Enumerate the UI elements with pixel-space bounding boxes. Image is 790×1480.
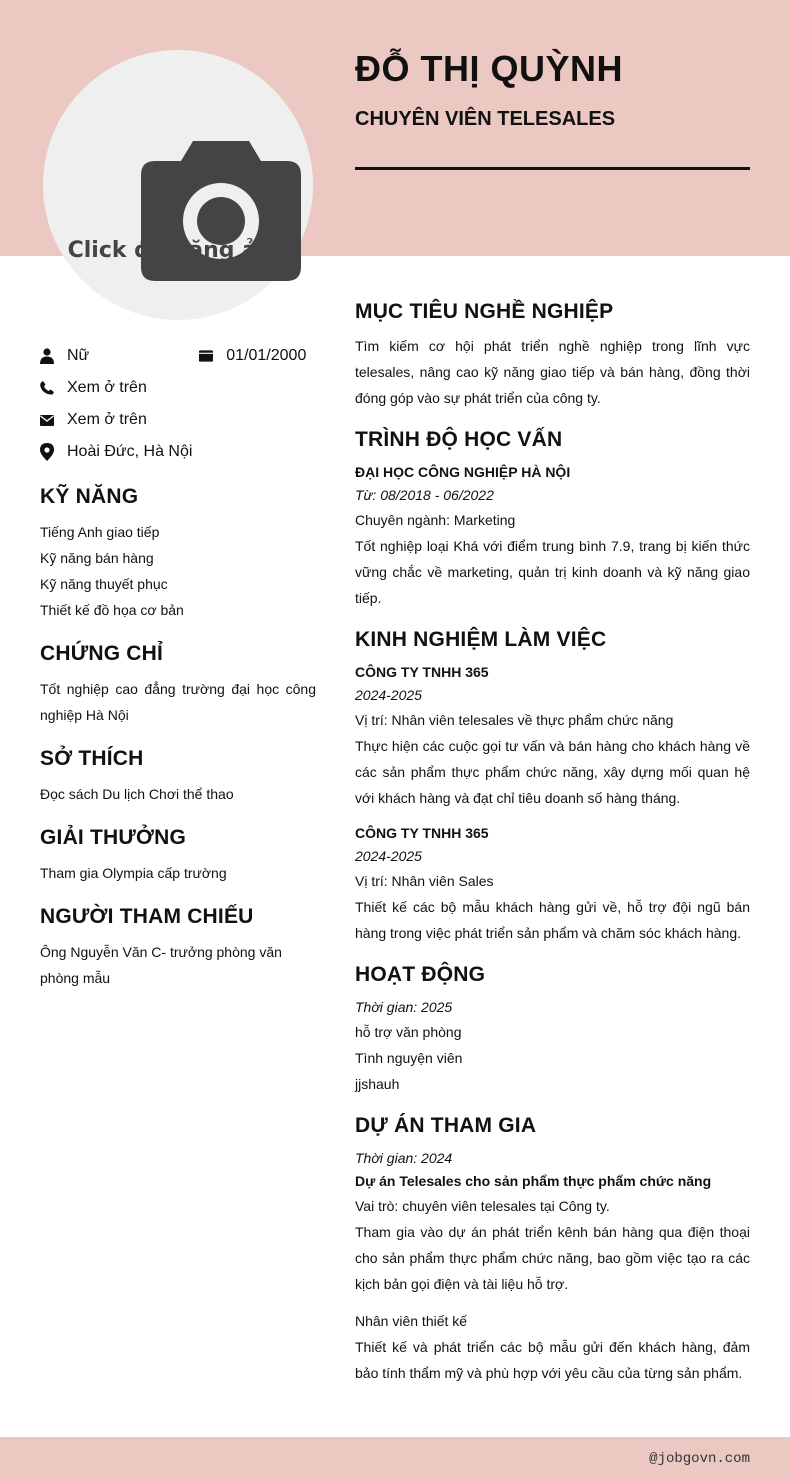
gender-value: Nữ bbox=[67, 347, 90, 364]
objective-section bbox=[355, 300, 750, 411]
skill-item: Kỹ năng thuyết phục bbox=[40, 576, 168, 592]
school-name: ĐẠI HỌC CÔNG NGHIỆP HÀ NỘI bbox=[355, 464, 571, 480]
certificates-section bbox=[40, 642, 316, 728]
project-time: Thời gian: 2024 bbox=[355, 1150, 453, 1166]
references-text: Ông Nguyễn Văn C- trưởng phòng văn phòng mẫu bbox=[40, 944, 282, 986]
job-time: 2024-2025 bbox=[355, 848, 422, 864]
skill-item: Thiết kế đồ họa cơ bản bbox=[40, 602, 184, 618]
project-role: Nhân viên thiết kế bbox=[355, 1313, 468, 1329]
footer-watermark: @jobgovn.com bbox=[649, 1451, 750, 1467]
education-desc: Tốt nghiệp loại Khá với điểm trung bình 7.9, trang bị kiến thức vững chắc về marketing, quản trị kinh doanh và kỹ năng giao tiếp. bbox=[355, 538, 750, 606]
gender-item bbox=[40, 347, 89, 365]
job-desc: Thực hiện các cuộc gọi tư vấn và bán hàng cho khách hàng về các sản phẩm thực phẩm chức năng, xây dựng mối quan hệ với khách hàng và đạt chỉ tiêu doanh số hàng tháng. bbox=[355, 738, 750, 806]
awards-title: GIẢI THƯỞNG bbox=[40, 826, 187, 849]
contact-info bbox=[40, 340, 316, 468]
education-time: Từ: 08/2018 - 06/2022 bbox=[355, 487, 494, 503]
activity-item: Tình nguyện viên bbox=[355, 1050, 463, 1066]
hobbies-text: Đọc sách Du lịch Chơi thể thao bbox=[40, 786, 234, 802]
job-title: CHUYÊN VIÊN TELESALES bbox=[355, 108, 616, 130]
job-desc: Thiết kế các bộ mẫu khách hàng gửi về, hỗ trợ đội ngũ bán hàng trong việc phát triển sản phẩm và chăm sóc khách hàng. bbox=[355, 899, 750, 941]
hobbies-section bbox=[40, 747, 316, 807]
phone-item bbox=[40, 372, 316, 404]
job-entry bbox=[355, 822, 750, 946]
address-item bbox=[40, 436, 316, 468]
photo-upload-label: Click để đăng ảnh bbox=[67, 238, 289, 263]
education-title: TRÌNH ĐỘ HỌC VẤN bbox=[355, 428, 563, 451]
experience-section bbox=[355, 628, 750, 946]
person-icon bbox=[40, 348, 54, 364]
job-position: Vị trí: Nhân viên telesales về thực phẩm chức năng bbox=[355, 712, 674, 728]
activity-item: hỗ trợ văn phòng bbox=[355, 1024, 462, 1040]
certificates-title: CHỨNG CHỈ bbox=[40, 642, 164, 665]
project-desc: Thiết kế và phát triển các bộ mẫu gửi đến khách hàng, đảm bảo tính thẩm mỹ và phù hợp với yêu cầu của từng sản phẩm. bbox=[355, 1339, 750, 1381]
certificates-text: Tốt nghiệp cao đẳng trường đại học công nghiệp Hà Nội bbox=[40, 681, 316, 723]
activity-item: jjshauh bbox=[355, 1076, 400, 1092]
education-major: Chuyên ngành: Marketing bbox=[355, 512, 516, 528]
activities-title: HOẠT ĐỘNG bbox=[355, 963, 486, 986]
activities-time: Thời gian: 2025 bbox=[355, 999, 453, 1015]
header-divider bbox=[355, 167, 750, 170]
skill-item: Kỹ năng bán hàng bbox=[40, 550, 154, 566]
company-name: CÔNG TY TNHH 365 bbox=[355, 664, 489, 680]
birthday-item bbox=[199, 347, 306, 365]
projects-section bbox=[355, 1114, 750, 1386]
address-value: Hoài Đức, Hà Nội bbox=[67, 443, 193, 460]
location-pin-icon bbox=[40, 444, 54, 460]
birthday-value: 01/01/2000 bbox=[226, 347, 307, 364]
email-item bbox=[40, 404, 316, 436]
activities-section bbox=[355, 963, 750, 1097]
calendar-icon bbox=[199, 348, 213, 364]
references-title: NGƯỜI THAM CHIẾU bbox=[40, 905, 254, 928]
awards-section bbox=[40, 826, 316, 886]
references-section bbox=[40, 905, 316, 991]
phone-icon bbox=[40, 380, 54, 396]
phone-value: Xem ở trên bbox=[67, 379, 147, 396]
job-time: 2024-2025 bbox=[355, 687, 422, 703]
skills-section bbox=[40, 485, 316, 623]
objective-text: Tìm kiếm cơ hội phát triển nghề nghiệp trong lĩnh vực telesales, nâng cao kỹ năng giao tiếp và bán hàng, đồng thời đóng góp vào sự phát triển của công ty. bbox=[355, 338, 750, 406]
envelope-icon bbox=[40, 412, 54, 428]
project-desc: Tham gia vào dự án phát triển kênh bán hàng qua điện thoại cho sản phẩm thực phẩm chức năng, bao gồm việc tạo ra các kịch bản gọi điện và tài liệu hỗ trợ. bbox=[355, 1224, 750, 1292]
objective-title: MỤC TIÊU NGHỀ NGHIỆP bbox=[355, 300, 614, 323]
candidate-name: ĐỖ THỊ QUỲNH bbox=[355, 48, 624, 89]
experience-title: KINH NGHIỆM LÀM VIỆC bbox=[355, 628, 607, 651]
right-column bbox=[355, 300, 750, 1403]
project-entry bbox=[355, 1147, 750, 1297]
job-entry bbox=[355, 661, 750, 811]
projects-title: DỰ ÁN THAM GIA bbox=[355, 1114, 537, 1137]
education-section bbox=[355, 428, 750, 611]
project-entry bbox=[355, 1308, 750, 1386]
photo-upload[interactable] bbox=[43, 50, 313, 320]
project-name: Dự án Telesales cho sản phẩm thực phẩm chức năng bbox=[355, 1173, 712, 1189]
job-position: Vị trí: Nhân viên Sales bbox=[355, 873, 494, 889]
company-name: CÔNG TY TNHH 365 bbox=[355, 825, 489, 841]
left-column bbox=[40, 485, 316, 1010]
skills-title: KỸ NĂNG bbox=[40, 485, 139, 508]
hobbies-title: SỞ THÍCH bbox=[40, 747, 144, 770]
skill-item: Tiếng Anh giao tiếp bbox=[40, 524, 160, 540]
awards-text: Tham gia Olympia cấp trường bbox=[40, 865, 227, 881]
email-value: Xem ở trên bbox=[67, 411, 147, 428]
project-role: Vai trò: chuyên viên telesales tại Công ty. bbox=[355, 1198, 610, 1214]
